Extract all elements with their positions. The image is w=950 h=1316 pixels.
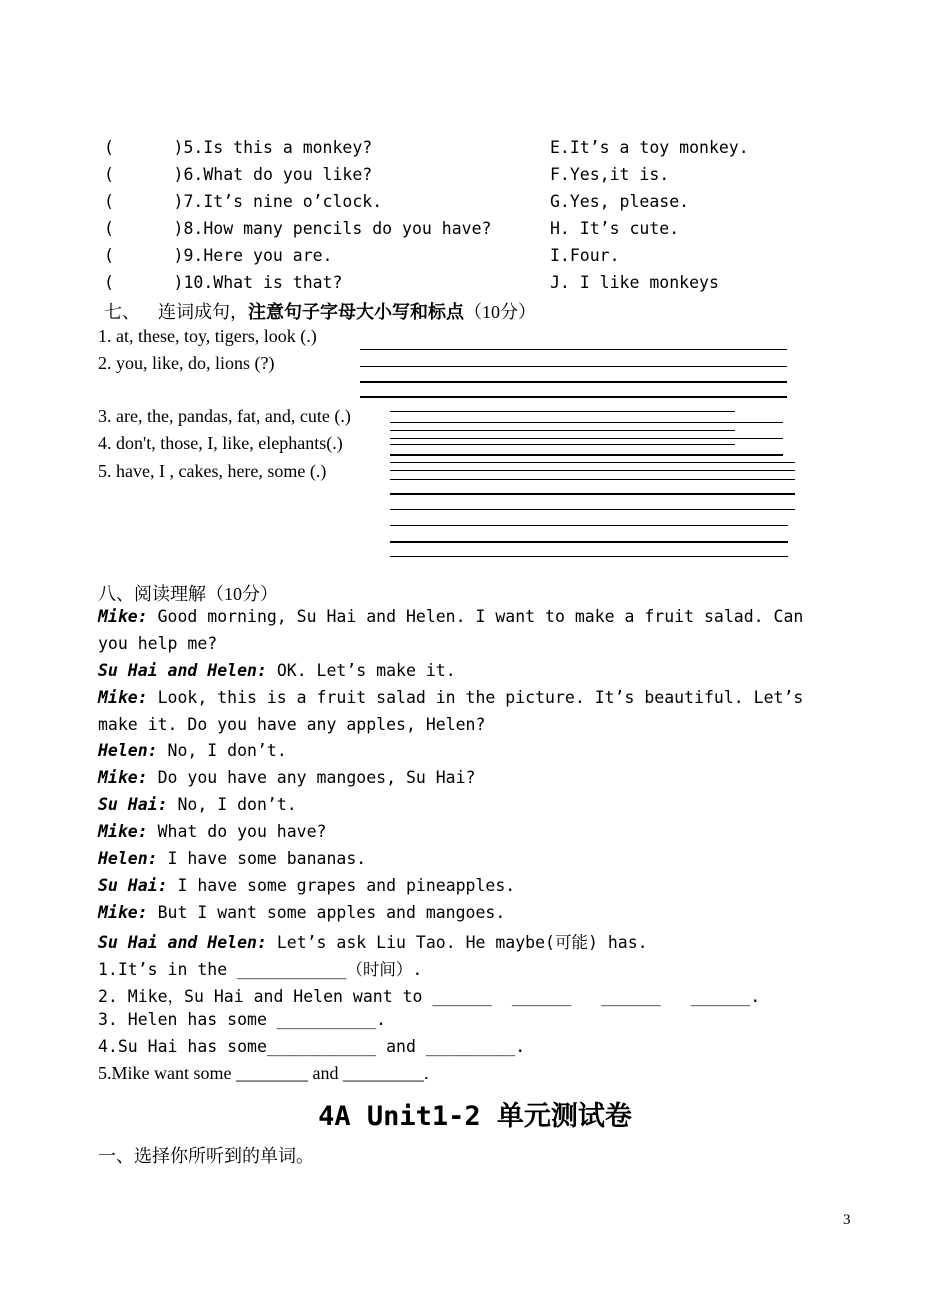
dialogue-line-cont: you help me? xyxy=(98,634,218,653)
answer-line[interactable] xyxy=(390,479,795,480)
question-5: 5.Mike want some ________ and _________. xyxy=(98,1063,429,1083)
dialogue-line: Su Hai and Helen: OK. Let’s make it. xyxy=(98,661,456,680)
answer-line[interactable] xyxy=(390,438,783,439)
section7-heading: 七、 连词成句，注意句子字母大小写和标点（10分） xyxy=(104,302,536,322)
answer-line[interactable] xyxy=(360,349,787,350)
dialogue-line: Helen: I have some bananas. xyxy=(98,849,367,868)
answer-f: F.Yes,it is. xyxy=(550,165,670,184)
question-2: 2. Mike，Su Hai and Helen want to ______ ______ ______ ______. xyxy=(98,987,761,1006)
section8-heading: 八、阅读理解（10分） xyxy=(98,584,278,604)
answer-line[interactable] xyxy=(390,470,795,471)
dialogue-line: Mike: Look, this is a fruit salad in the picture. It’s beautiful. Let’s xyxy=(98,688,804,707)
match-item-9: ( )9.Here you are. xyxy=(104,246,333,265)
sentence-item-1: 1. at, these, toy, tigers, look (.) xyxy=(98,326,317,346)
answer-h: H. It’s cute. xyxy=(550,219,680,238)
match-item-10: ( )10.What is that? xyxy=(104,273,343,292)
dialogue-line: Helen: No, I don’t. xyxy=(98,741,287,760)
answer-j: J. I like monkeys xyxy=(550,273,719,292)
answer-line[interactable] xyxy=(360,381,787,383)
answer-line[interactable] xyxy=(390,422,783,423)
answer-line[interactable] xyxy=(390,525,788,526)
test-title: 4A Unit1-2 单元测试卷 xyxy=(318,1101,632,1132)
answer-g: G.Yes, please. xyxy=(550,192,690,211)
dialogue-line: Mike: Do you have any mangoes, Su Hai? xyxy=(98,768,476,787)
dialogue-line: Su Hai: No, I don’t. xyxy=(98,795,297,814)
dialogue-line: Mike: What do you have? xyxy=(98,822,327,841)
answer-i: I.Four. xyxy=(550,246,620,265)
answer-line[interactable] xyxy=(390,493,795,495)
match-item-5: ( )5.Is this a monkey? xyxy=(104,138,373,157)
match-item-8: ( )8.How many pencils do you have? xyxy=(104,219,492,238)
answer-e: E.It’s a toy monkey. xyxy=(550,138,749,157)
answer-line[interactable] xyxy=(390,411,735,412)
answer-line[interactable] xyxy=(390,454,783,456)
question-4: 4.Su Hai has some___________ and _________. xyxy=(98,1037,526,1056)
question-3: 3. Helen has some __________. xyxy=(98,1010,387,1029)
sentence-item-4: 4. don't, those, I, like, elephants(.) xyxy=(98,433,343,453)
question-1: 1.It’s in the ___________（时间）. xyxy=(98,960,423,979)
answer-line[interactable] xyxy=(390,444,735,445)
match-item-7: ( )7.It’s nine o’clock. xyxy=(104,192,383,211)
page-number: 3 xyxy=(843,1212,851,1228)
answer-line[interactable] xyxy=(360,366,787,367)
dialogue-line: Su Hai and Helen: Let’s ask Liu Tao. He maybe(可能) has. xyxy=(98,933,648,952)
dialogue-line: Mike: Good morning, Su Hai and Helen. I want to make a fruit salad. Can xyxy=(98,607,804,626)
section1-heading: 一、选择你所听到的单词。 xyxy=(98,1146,314,1166)
match-item-6: ( )6.What do you like? xyxy=(104,165,373,184)
dialogue-line: Mike: But I want some apples and mangoes. xyxy=(98,903,506,922)
dialogue-line-cont: make it. Do you have any apples, Helen? xyxy=(98,715,486,734)
answer-line[interactable] xyxy=(390,462,795,463)
sentence-item-5: 5. have, I , cakes, here, some (.) xyxy=(98,461,327,481)
sentence-item-3: 3. are, the, pandas, fat, and, cute (.) xyxy=(98,406,351,426)
answer-line[interactable] xyxy=(390,556,788,557)
answer-line[interactable] xyxy=(360,396,787,398)
sentence-item-2: 2. you, like, do, lions (?) xyxy=(98,353,275,373)
answer-line[interactable] xyxy=(390,541,788,543)
dialogue-line: Su Hai: I have some grapes and pineapples. xyxy=(98,876,516,895)
answer-line[interactable] xyxy=(390,509,795,510)
answer-line[interactable] xyxy=(390,430,735,431)
